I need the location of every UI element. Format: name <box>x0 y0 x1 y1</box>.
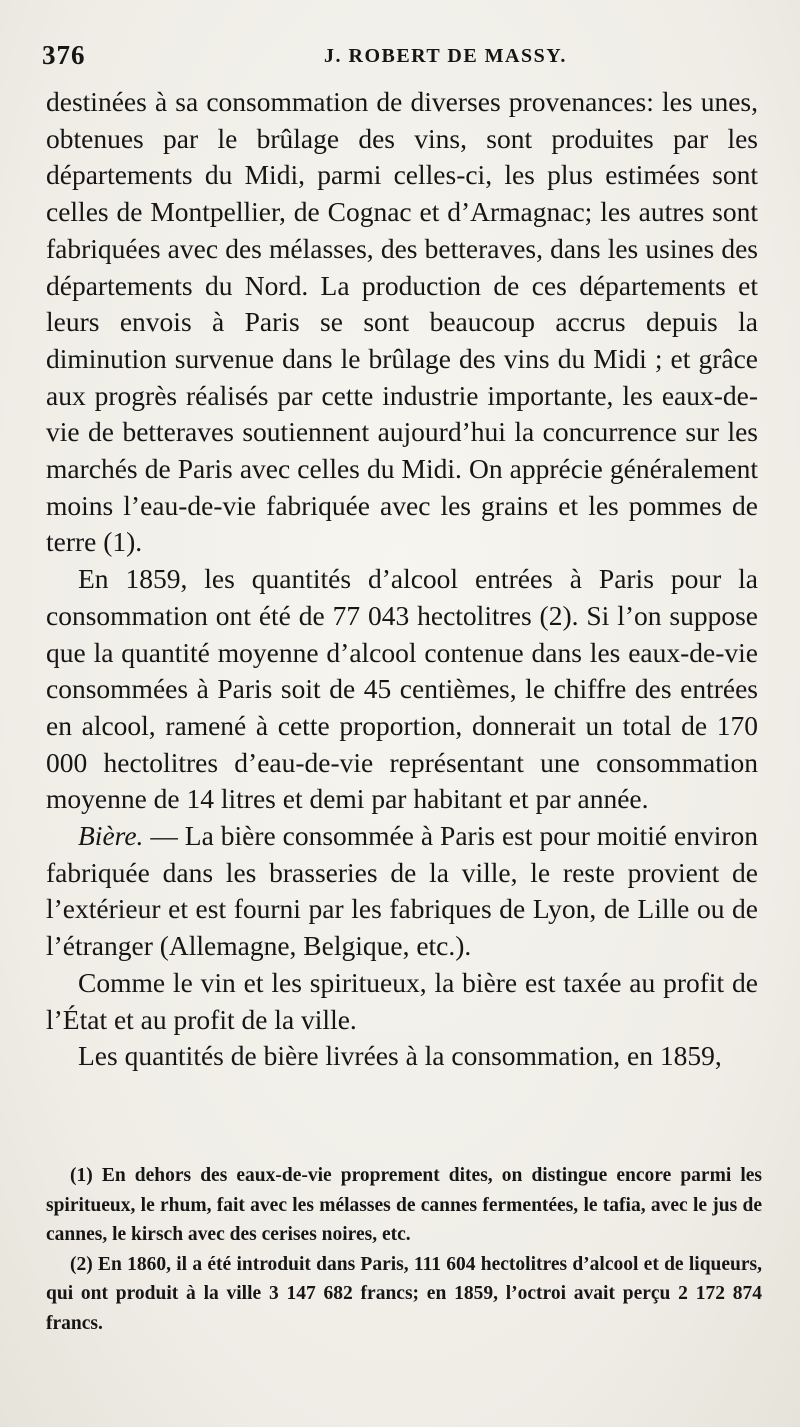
footnote-1: (1) En dehors des eaux-de-vie proprement dites, on distingue encore parmi les spiritueux, le rhum, fait avec les mélasses de cannes fermentées, le tafia, avec le jus de cannes, le kirsch avec des cerises noires, etc. <box>46 1165 762 1245</box>
footnotes <box>46 1161 762 1338</box>
page-number: 376 <box>42 40 86 70</box>
footnote-2: (2) En 1860, il a été introduit dans Paris, 111 604 hectolitres d’alcool et de liqueurs, qui ont produit à la ville 3 147 682 francs; en 1859, l’octroi avait perçu 2 172 874 francs. <box>46 1253 762 1334</box>
paragraph-beer <box>46 818 758 965</box>
paragraph-spirits-origins: destinées à sa consommation de diverses provenances: les unes, obtenues par le brûlage des vins, sont produites par les départements du Midi, parmi celles-ci, les plus estimées sont celles de Montpellier, de Cognac et d’Armagnac; les autres sont fabriquées avec des mélasses, des betteraves, dans les usines des départements du Nord. La production de ces départements et leurs envois à Paris se sont beaucoup accrus depuis la diminution survenue dans le brûlage des vins du Midi ; et grâce aux progrès réalisés par cette industrie importante, les eaux-de-vie de betteraves soutiennent aujourd’hui la concurrence sur les marchés de Paris avec celles du Midi. On apprécie généralement moins l’eau-de-vie fabriquée avec les grains et les pommes de terre (1). <box>46 86 758 558</box>
beer-heading: Bière. <box>78 820 144 852</box>
paragraph-beer-quantities: Les quantités de bière livrées à la consommation, en 1859, <box>78 1040 722 1072</box>
paragraph-beer-tax: Comme le vin et les spiritueux, la bière est taxée au profit de l’État et au profit de la ville. <box>46 966 758 1035</box>
body-text <box>46 84 758 1075</box>
paragraph-alcohol-consumption: En 1859, les quantités d’alcool entrées à Paris pour la consommation ont été de 77 043 hectolitres (2). Si l’on suppose que la quantité moyenne d’alcool contenue dans les eaux-de-vie consommées à Paris soit de 45 centièmes, le chiffre des entrées en alcool, ramené à cette proportion, donnerait un total de 170 000 hectolitres d’eau-de-vie représentant une consommation moyenne de 14 litres et demi par habitant et par année. <box>46 563 758 815</box>
running-head: J. ROBERT DE MASSY. <box>324 45 567 67</box>
page-header <box>42 40 760 72</box>
beer-text: — La bière consommée à Paris est pour moitié environ fabriquée dans les brasseries de la ville, le reste provient de l’extérieur et est fourni par les fabriques de Lyon, de Lille ou de l’étranger (Allemagne, Belgique, etc.). <box>46 820 758 962</box>
